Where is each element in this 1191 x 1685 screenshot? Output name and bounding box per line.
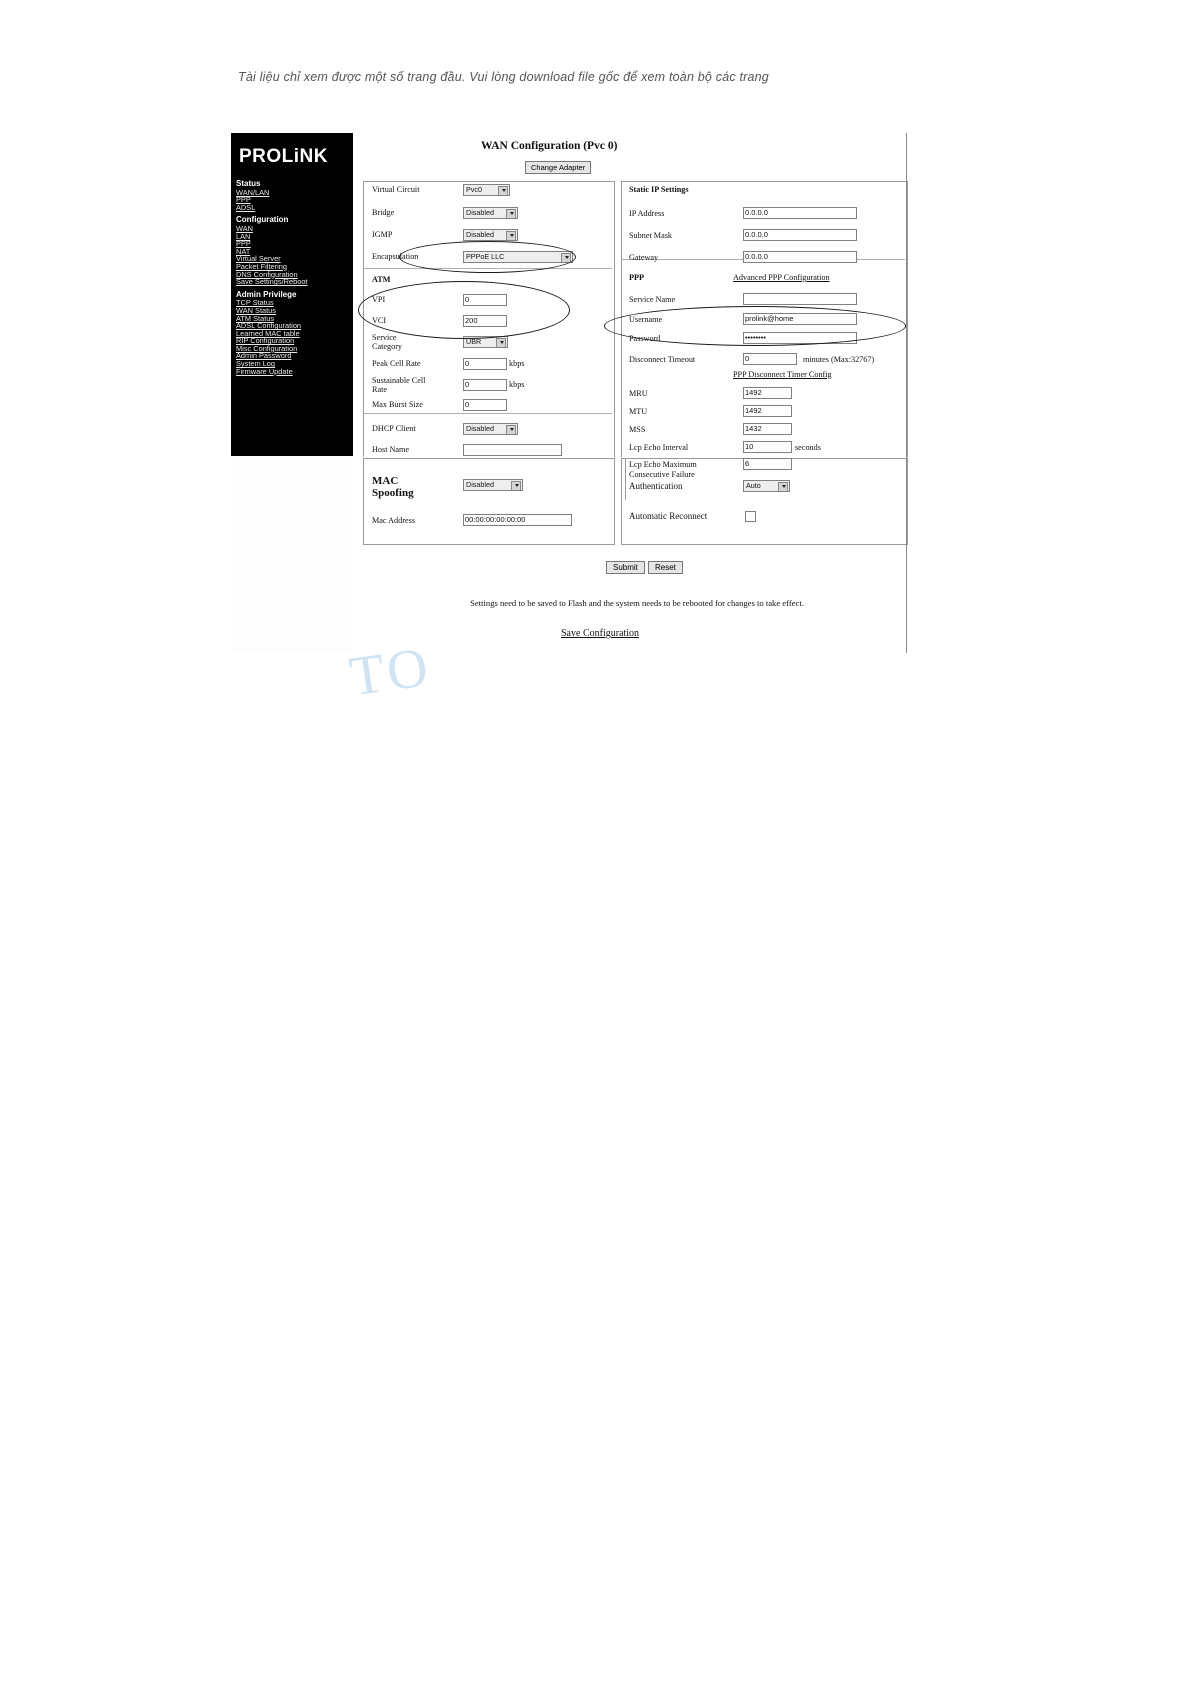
peak-cell-rate-unit: kbps <box>509 359 525 368</box>
encapsulation-select[interactable]: PPPoE LLC <box>463 251 573 263</box>
reset-button[interactable]: Reset <box>648 561 683 574</box>
sidebar-item-lan[interactable]: LAN <box>236 231 251 241</box>
ip-address-input[interactable]: 0.0.0.0 <box>743 207 857 219</box>
save-configuration-link[interactable]: Save Configuration <box>561 628 640 639</box>
automatic-reconnect-label: Automatic Reconnect <box>629 511 708 521</box>
vpi-label: VPI <box>372 295 386 304</box>
dhcp-client-label: DHCP Client <box>372 424 416 433</box>
sidebar-item-ppp-status[interactable]: PPP <box>236 195 251 205</box>
sidebar-item-wan-status[interactable]: WAN Status <box>236 305 276 315</box>
dhcp-client-select[interactable]: Disabled <box>463 423 518 435</box>
router-admin-screenshot <box>231 133 915 653</box>
sidebar <box>231 133 353 456</box>
sidebar-item-firmware-update[interactable]: Firmware Update <box>236 366 293 376</box>
sidebar-item-misc-configuration[interactable]: Misc Configuration <box>236 343 298 353</box>
service-category-label: Service Category <box>372 333 403 351</box>
subnet-mask-label: Subnet Mask <box>629 231 672 240</box>
sidebar-item-atm-status[interactable]: ATM Status <box>236 313 275 323</box>
annotation-ellipse-encapsulation <box>399 241 576 273</box>
mru-input[interactable]: 1492 <box>743 387 792 399</box>
password-label: Password <box>629 334 661 343</box>
max-burst-size-label: Max Burst Size <box>372 400 423 409</box>
sidebar-item-learned-mac-table[interactable]: Learned MAC table <box>236 328 300 338</box>
disconnect-timeout-input[interactable]: 0 <box>743 353 797 365</box>
virtual-circuit-label: Virtual Circuit <box>372 185 420 194</box>
mac-address-label: Mac Address <box>372 516 415 525</box>
automatic-reconnect-checkbox[interactable] <box>745 511 756 522</box>
sustainable-cell-rate-unit: kbps <box>509 380 525 389</box>
mtu-input[interactable]: 1492 <box>743 405 792 417</box>
change-adapter-button[interactable]: Change Adapter <box>525 161 591 174</box>
sidebar-item-dns-configuration[interactable]: DNS Configuration <box>236 269 298 279</box>
brand-logo: PROLiNK <box>239 146 328 167</box>
panel-inner-divider <box>625 458 626 500</box>
sidebar-item-adsl[interactable]: ADSL <box>236 202 256 212</box>
mac-spoofing-label: MAC Spoofing <box>372 475 414 499</box>
sidebar-item-wan-lan[interactable]: WAN/LAN <box>236 187 270 197</box>
peak-cell-rate-label: Peak Cell Rate <box>372 359 421 368</box>
encapsulation-label: Encapsulation <box>372 252 419 261</box>
disconnect-timeout-unit: minutes (Max:32767) <box>803 355 875 364</box>
sidebar-item-packet-filtering[interactable]: Packet Filtering <box>236 261 287 271</box>
lcp-echo-maximum-label: Lcp Echo Maximum Consecutive Failure <box>629 460 697 479</box>
igmp-label: IGMP <box>372 230 393 239</box>
lcp-echo-maximum-input[interactable]: 6 <box>743 458 792 470</box>
main-content <box>353 133 915 653</box>
gateway-label: Gateway <box>629 253 659 262</box>
virtual-circuit-select[interactable]: Pvc0 <box>463 184 510 196</box>
atm-section-header: ATM <box>372 275 391 284</box>
mtu-label: MTU <box>629 407 648 416</box>
lcp-echo-interval-label: Lcp Echo Interval <box>629 443 689 452</box>
igmp-select[interactable]: Disabled <box>463 229 518 241</box>
username-label: Username <box>629 315 663 324</box>
service-category-select[interactable]: UBR <box>463 336 508 348</box>
disconnect-timeout-label: Disconnect Timeout <box>629 355 696 364</box>
ppp-header: PPP <box>629 273 645 282</box>
peak-cell-rate-input[interactable]: 0 <box>463 358 507 370</box>
mru-label: MRU <box>629 389 648 398</box>
vpi-input[interactable]: 0 <box>463 294 507 306</box>
host-name-input[interactable] <box>463 444 562 456</box>
bridge-select[interactable]: Disabled <box>463 207 518 219</box>
authentication-select[interactable]: Auto <box>743 480 790 492</box>
sidebar-item-adsl-configuration[interactable]: ADSL Configuration <box>236 321 302 331</box>
bridge-label: Bridge <box>372 208 395 217</box>
sidebar-item-ppp[interactable]: PPP <box>236 239 251 249</box>
password-input[interactable]: •••••••• <box>743 332 857 344</box>
sidebar-item-nat[interactable]: NAT <box>236 246 251 256</box>
annotation-ellipse-credentials <box>604 306 906 346</box>
sidebar-item-configuration: Configuration <box>236 215 289 225</box>
sidebar-item-tcp-status[interactable]: TCP Status <box>236 298 274 308</box>
sidebar-item-system-log[interactable]: System Log <box>236 359 276 369</box>
host-name-label: Host Name <box>372 445 410 454</box>
footer-note: Settings need to be saved to Flash and the system needs to be rebooted for changes to take effect. <box>470 598 804 608</box>
divider-dhcp <box>364 413 612 414</box>
page-notice: Tài liệu chỉ xem được một số trang đầu. Vui lòng download file gốc để xem toàn bộ các trang <box>238 70 769 84</box>
service-name-input[interactable] <box>743 293 857 305</box>
static-ip-header: Static IP Settings <box>629 185 689 194</box>
sustainable-cell-rate-label: Sustainable Cell Rate <box>372 376 426 394</box>
gateway-input[interactable]: 0.0.0.0 <box>743 251 857 263</box>
mac-spoofing-panel <box>363 458 615 545</box>
submit-button[interactable]: Submit <box>606 561 645 574</box>
subnet-mask-input[interactable]: 0.0.0.0 <box>743 229 857 241</box>
username-input[interactable]: prolink@home <box>743 313 857 325</box>
lcp-echo-interval-input[interactable]: 10 <box>743 441 792 453</box>
sidebar-item-rip-configuration[interactable]: RIP Configuration <box>236 336 295 346</box>
advanced-ppp-configuration-link[interactable]: Advanced PPP Configuration <box>733 273 830 282</box>
sidebar-item-wan[interactable]: WAN <box>236 223 253 233</box>
sidebar-item-save-settings-reboot[interactable]: Save Settings/Reboot <box>236 277 308 287</box>
mss-label: MSS <box>629 425 646 434</box>
ip-address-label: IP Address <box>629 209 665 218</box>
page-title: WAN Configuration (Pvc 0) <box>481 140 618 152</box>
service-name-label: Service Name <box>629 295 676 304</box>
authentication-label: Authentication <box>629 481 683 491</box>
vci-input[interactable]: 200 <box>463 315 507 327</box>
sidebar-item-status: Status <box>236 179 261 188</box>
right-edge-line <box>906 133 907 653</box>
mac-spoofing-select[interactable]: Disabled <box>463 479 523 491</box>
vci-label: VCI <box>372 316 387 325</box>
lcp-echo-interval-unit: seconds <box>795 443 821 452</box>
sidebar-nav <box>236 175 351 375</box>
sustainable-cell-rate-input[interactable]: 0 <box>463 379 507 391</box>
annotation-ellipse-vpi-vci <box>358 281 570 339</box>
sidebar-item-admin-privilege: Admin Privilege <box>236 289 297 299</box>
sidebar-item-virtual-server[interactable]: Virtual Server <box>236 254 281 264</box>
ppp-disconnect-timer-config-link[interactable]: PPP Disconnect Timer Config <box>733 370 832 379</box>
sidebar-item-admin-password[interactable]: Admin Password <box>236 351 292 361</box>
mac-address-input[interactable]: 00:00:00:00:00:00 <box>463 514 572 526</box>
max-burst-size-input[interactable]: 0 <box>463 399 507 411</box>
mss-input[interactable]: 1432 <box>743 423 792 435</box>
watermark: TO <box>346 635 436 709</box>
